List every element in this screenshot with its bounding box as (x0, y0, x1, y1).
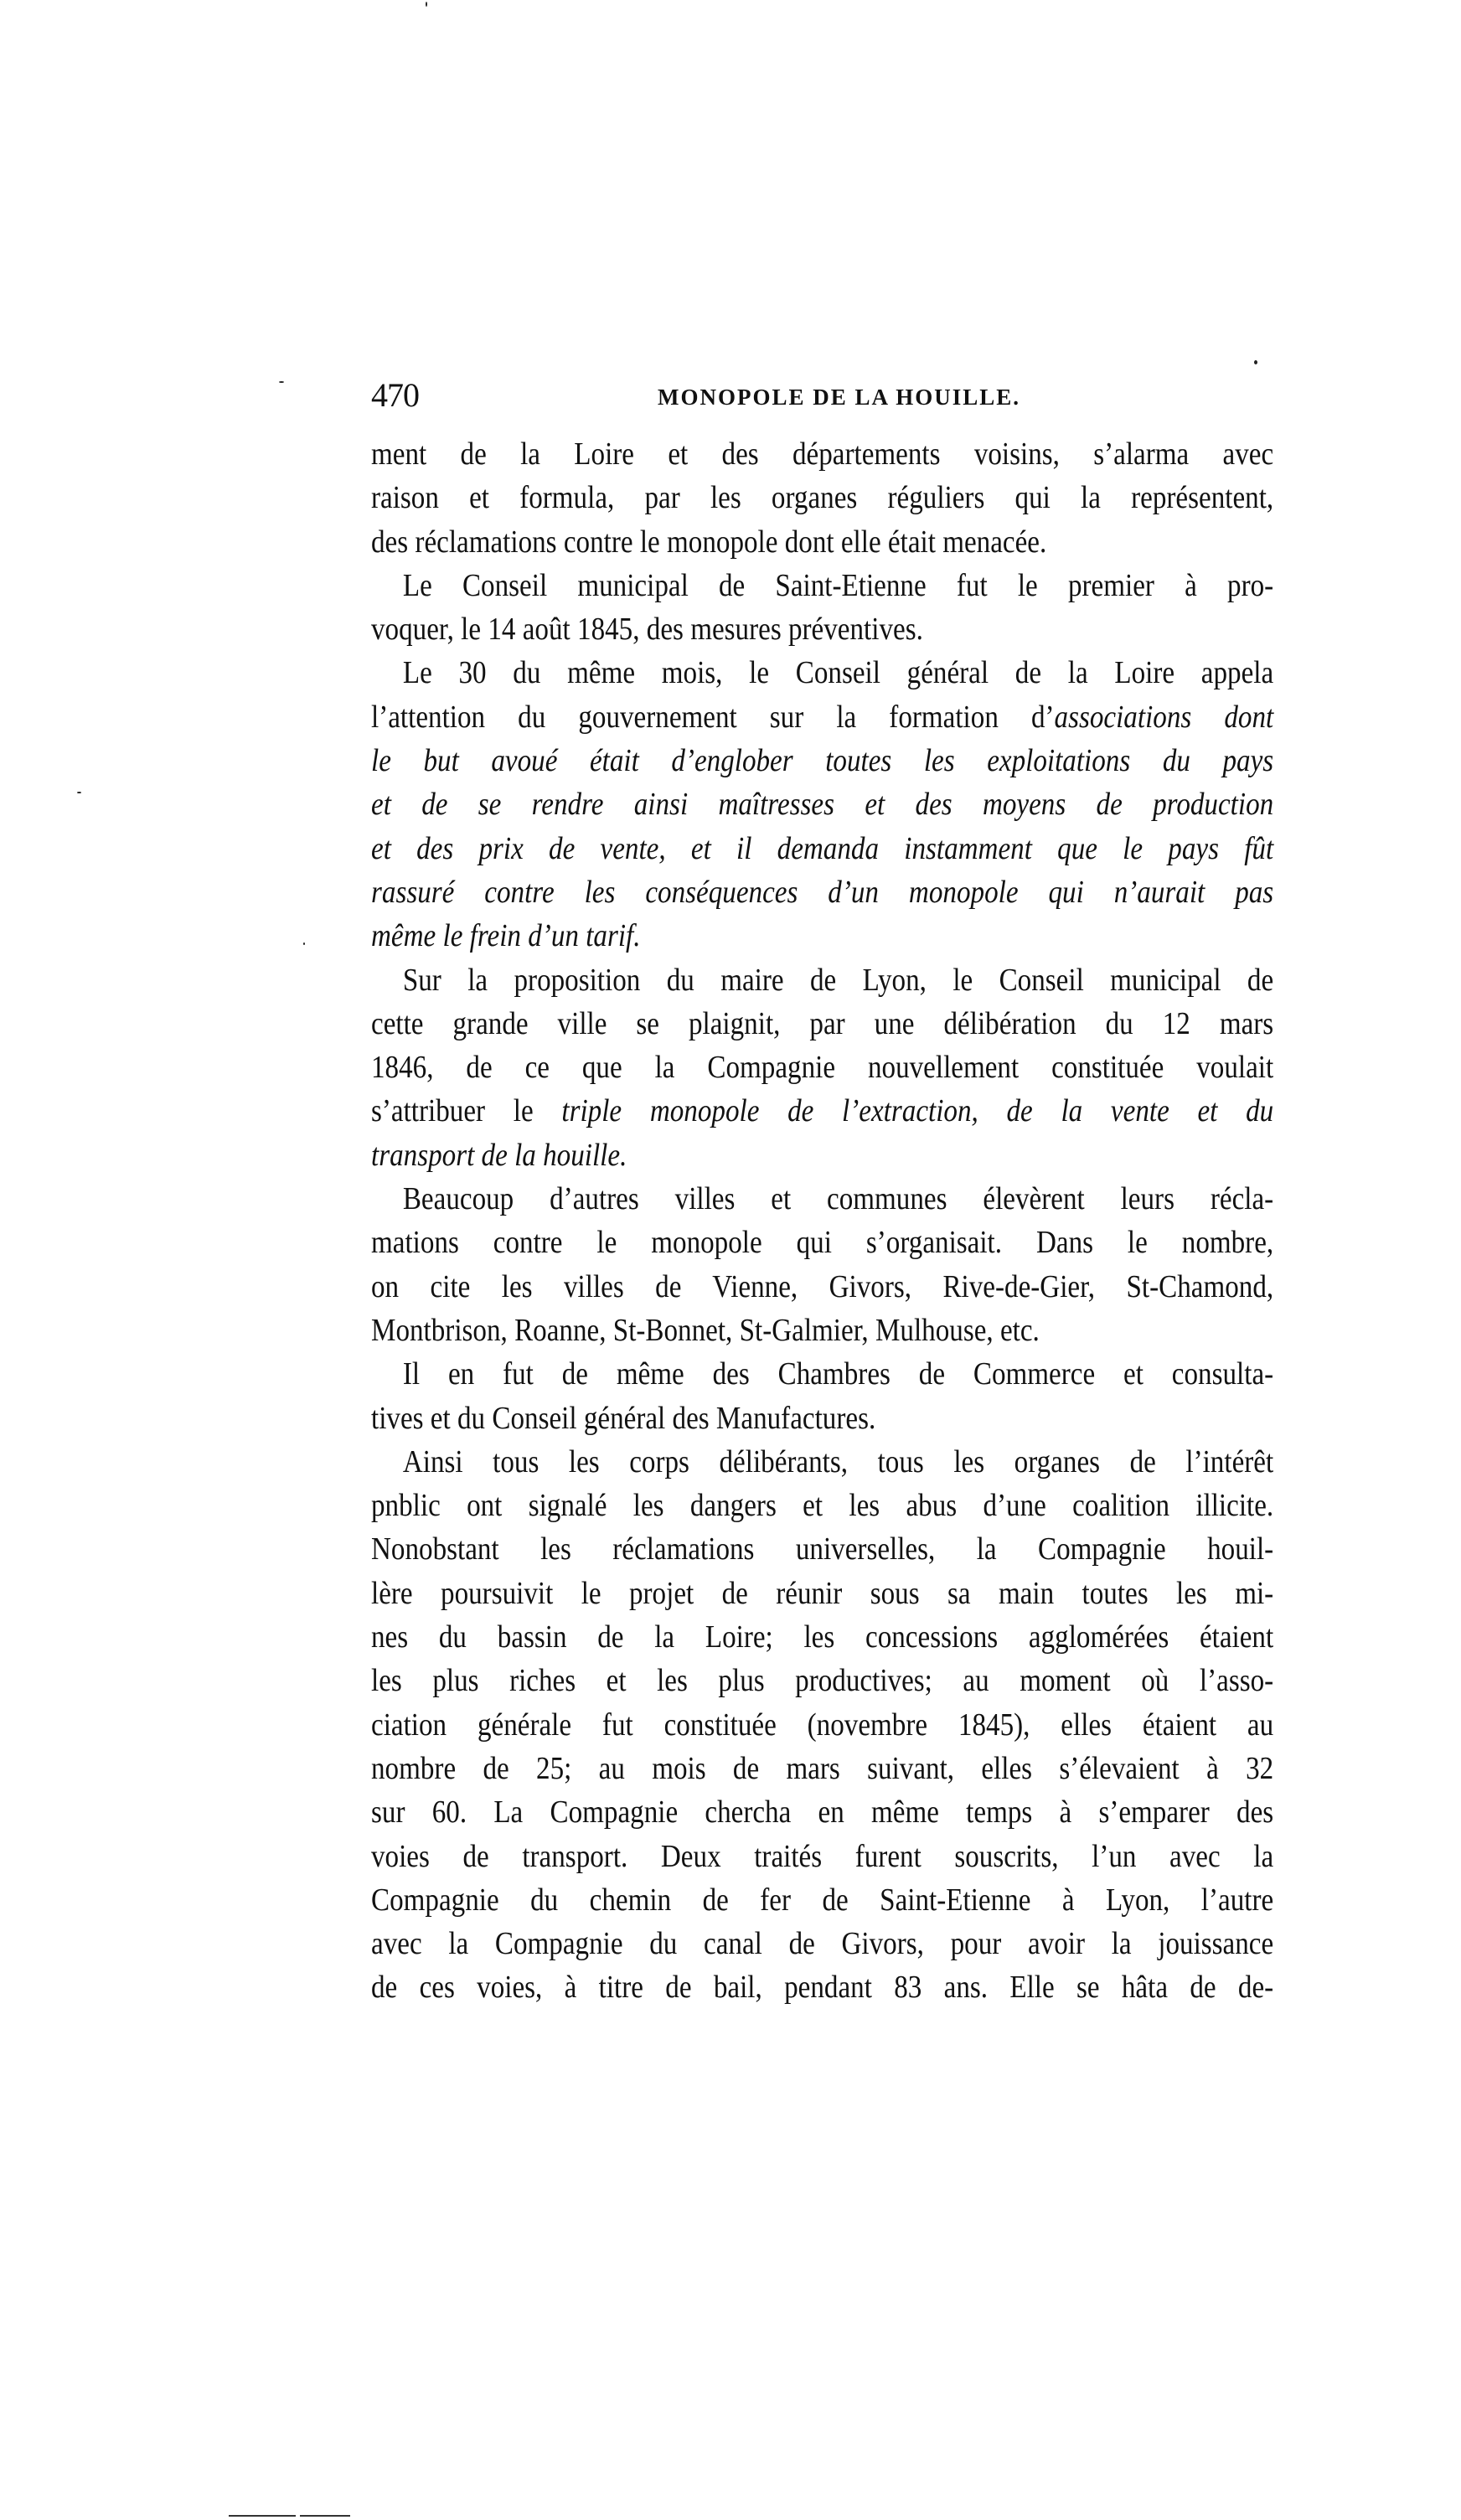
text-line (371, 1133, 1273, 1177)
text-line (371, 1659, 1273, 1702)
italic-text: même le frein d’un tarif. (371, 918, 641, 954)
text-line (371, 827, 1273, 870)
text-run: Il en fut de même des Chambres de Commerce et consulta- (402, 1356, 1274, 1392)
text-line (371, 1089, 1273, 1133)
text-line (371, 1922, 1273, 1965)
paragraph (371, 564, 1273, 652)
text-run: voquer, le 14 août 1845, des mesures préventives. (371, 612, 923, 648)
italic-text: transport de la houille. (371, 1137, 627, 1173)
text-run: Le 30 du même mois, le Conseil général de la Loire appela (402, 655, 1274, 691)
running-head-title: MONOPOLE DE LA HOUILLE. (657, 385, 1021, 410)
text-run: Montbrison, Roanne, St-Bonnet, St-Galmier, Mulhouse, etc. (371, 1312, 1040, 1348)
text-run: mations contre le monopole qui s’organisait. Dans le nombre, (371, 1225, 1274, 1261)
paragraph (371, 1352, 1273, 1440)
text-line (371, 1527, 1273, 1571)
text-run: Nonobstant les réclamations universelles, la Compagnie houil- (371, 1531, 1274, 1567)
text-run: les plus riches et les plus productives; au moment où l’asso- (371, 1663, 1274, 1699)
running-head (371, 375, 1273, 416)
text-line (371, 1397, 1273, 1440)
paragraph (371, 1177, 1273, 1352)
text-run: Beaucoup d’autres villes et communes élevèrent leurs récla- (402, 1181, 1274, 1217)
italic-text: associations dont (1054, 699, 1274, 735)
text-line (371, 739, 1273, 782)
paragraph (371, 651, 1273, 958)
paragraph (371, 432, 1273, 564)
text-line (371, 1440, 1273, 1484)
text-run: raison et formula, par les organes réguliers qui la représentent, (371, 480, 1274, 516)
scan-rule-fragment (229, 2515, 296, 2517)
text-line (371, 1046, 1273, 1089)
scan-speck (279, 381, 284, 383)
text-line (371, 520, 1273, 564)
text-line (371, 1572, 1273, 1615)
text-line (371, 1878, 1273, 1922)
text-line (371, 1177, 1273, 1221)
italic-text: et des prix de vente, et il demanda instamment que le pays fût (371, 830, 1274, 866)
text-line (371, 1002, 1273, 1046)
text-run: on cite les villes de Vienne, Givors, Rive-de-Gier, St-Chamond, (371, 1268, 1274, 1304)
text-line (371, 432, 1273, 476)
text-run: tives et du Conseil général des Manufactures. (371, 1400, 876, 1436)
text-line (371, 1484, 1273, 1527)
text-line (371, 476, 1273, 519)
text-line (371, 1352, 1273, 1396)
text-run: ciation générale fut constituée (novembre 1845), elles étaient au (371, 1707, 1274, 1743)
text-run: de ces voies, à titre de bail, pendant 83 ans. Elle se hâta de de- (371, 1970, 1274, 2006)
text-run: cette grande ville se plaignit, par une délibération du 12 mars (371, 1005, 1274, 1041)
text-line (371, 870, 1273, 914)
scan-speck (426, 2, 427, 7)
scan-speck (77, 792, 81, 793)
text-line (371, 914, 1273, 958)
text-line (371, 958, 1273, 1002)
text-line (371, 1309, 1273, 1352)
paragraph (371, 1440, 1273, 2010)
text-line (371, 651, 1273, 695)
text-line (371, 782, 1273, 826)
text-run: lère poursuivit le projet de réunir sous sa main toutes les mi- (371, 1575, 1274, 1611)
text-run: Le Conseil municipal de Saint-Etienne fut le premier à pro- (402, 567, 1274, 603)
text-line (371, 1835, 1273, 1878)
text-run: nes du bassin de la Loire; les concessions agglomérées étaient (371, 1619, 1274, 1655)
italic-text: triple monopole de l’extraction, de la vente et du (561, 1093, 1274, 1129)
text-line (371, 1615, 1273, 1659)
text-run: Ainsi tous les corps délibérants, tous les organes de l’intérêt (402, 1443, 1274, 1479)
page-number: 470 (371, 376, 419, 414)
text-run: s’attribuer le (371, 1093, 562, 1129)
text-run: Compagnie du chemin de fer de Saint-Etienne à Lyon, l’autre (371, 1882, 1274, 1918)
text-line (371, 1965, 1273, 2009)
paragraph (371, 958, 1273, 1177)
text-run: Sur la proposition du maire de Lyon, le Conseil municipal de (402, 962, 1274, 998)
text-run: 1846, de ce que la Compagnie nouvellement constituée voulait (371, 1050, 1274, 1086)
text-line (371, 564, 1273, 607)
italic-text: rassuré contre les conséquences d’un monopole qui n’aurait pas (371, 874, 1274, 910)
text-run: l’attention du gouvernement sur la formation d’ (371, 699, 1055, 735)
text-run: sur 60. La Compagnie chercha en même temps à s’emparer des (371, 1794, 1274, 1831)
text-line (371, 1703, 1273, 1747)
text-run: voies de transport. Deux traités furent souscrits, l’un avec la (371, 1838, 1274, 1874)
text-line (371, 1265, 1273, 1309)
italic-text: et de se rendre ainsi maîtresses et des moyens de production (371, 787, 1274, 823)
italic-text: le but avoué était d’englober toutes les exploitations du pays (371, 743, 1274, 779)
text-run: nombre de 25; au mois de mars suivant, elles s’élevaient à 32 (371, 1750, 1274, 1786)
text-line (371, 607, 1273, 651)
text-line (371, 695, 1273, 739)
text-run: pnblic ont signalé les dangers et les abus d’une coalition illicite. (371, 1488, 1274, 1524)
text-line (371, 1747, 1273, 1790)
text-run: ment de la Loire et des départements voisins, s’alarma avec (371, 436, 1274, 472)
text-run: avec la Compagnie du canal de Givors, pour avoir la jouissance (371, 1926, 1274, 1962)
scan-speck (303, 942, 305, 945)
scan-speck (1254, 360, 1257, 364)
text-line (371, 1790, 1273, 1834)
scan-rule-fragment (300, 2515, 350, 2517)
text-line (371, 1221, 1273, 1264)
body-text (371, 432, 1273, 2010)
text-run: des réclamations contre le monopole dont elle était menacée. (371, 524, 1047, 560)
